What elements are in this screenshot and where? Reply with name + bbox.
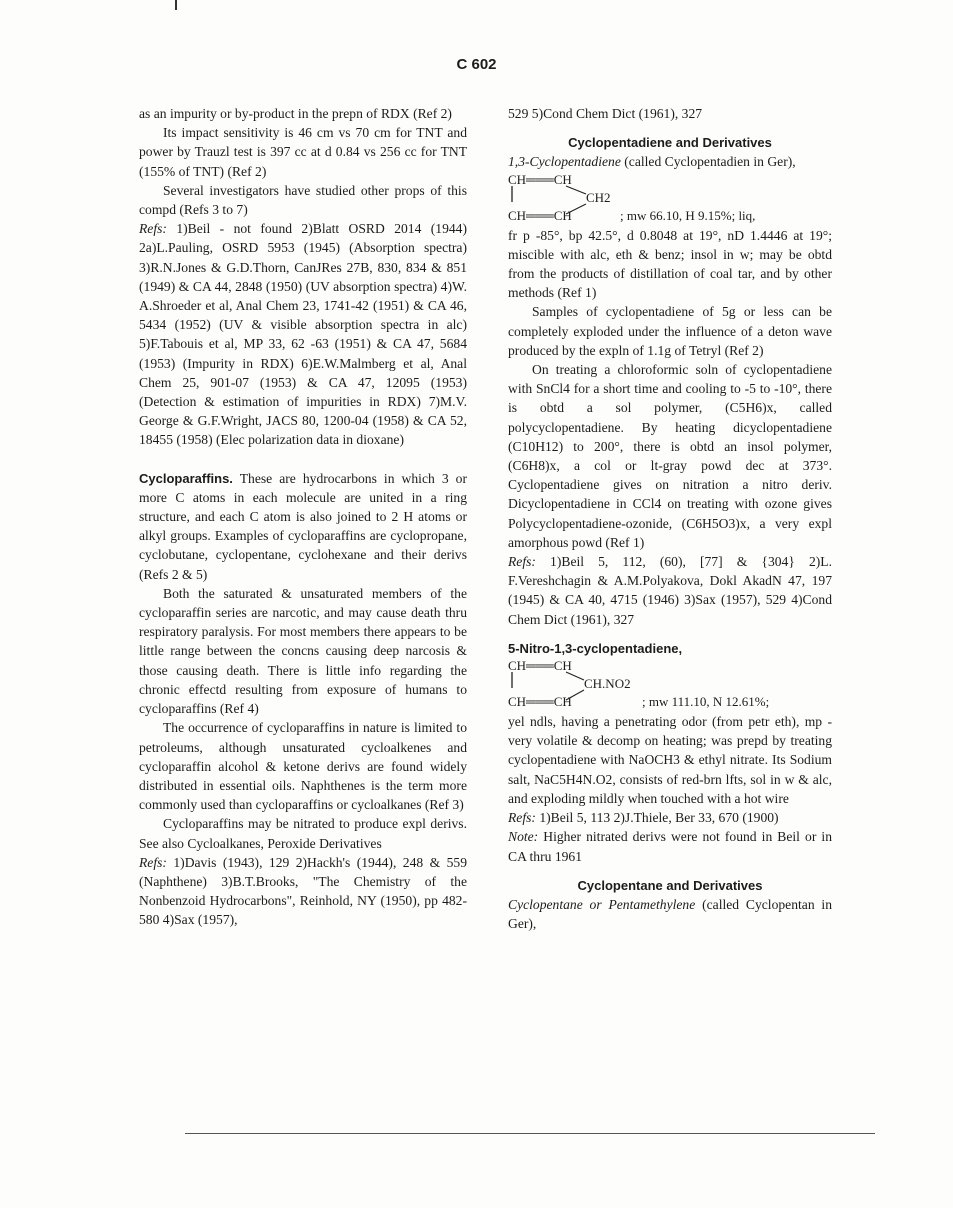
- paragraph-rdx-impurity: as an impurity or by-product in the prepn of RDX (Ref 2): [139, 106, 452, 121]
- cycloparaffins-heading: Cycloparaffins.: [139, 470, 233, 486]
- cycloparaffins-definition: These are hydrocarbons in which 3 or more C atoms in each molecule are united in a ring structure, and each C atom is also joined to 2 H atoms or alkyl groups. Examples of cycloparaffins are cyclopropane, cyclobutane, cyclopentane, cyclohexane and their derivs (Refs 2 & 5): [139, 470, 467, 582]
- references-block-1: [139, 219, 467, 449]
- cyclopentane-name-line: [508, 895, 832, 933]
- compound-called: (called Cyclopentadien in Ger),: [624, 154, 796, 170]
- paragraph-several-investigators: Several investigators have studied other props of this compd (Refs 3 to 7): [139, 182, 467, 218]
- refs-label: Refs:: [508, 554, 536, 570]
- left-column: [139, 104, 467, 930]
- refs-text: 1)Davis (1943), 129 2)Hackh's (1944), 248 & 559 (Naphthene) 3)B.T.Brooks, "The Chemistry of the Nonbenzoid Hydrocarbons", Reinhold, NY (1950), pp 482-580 4)Sax (1957),: [139, 854, 467, 928]
- heading-cyclopentane: Cyclopentane and Derivatives: [577, 877, 763, 893]
- references-block-2: [139, 853, 467, 930]
- refs-label: Refs:: [139, 854, 167, 870]
- paragraph-treating: On treating a chloroformic soln of cyclopentadiene with SnCl4 for a short time and cooling to -5 to -10°, there is obtd a sol polymer, (C5H6)x, called polycyclopentadiene. By heating dicyclopentadiene (C10H12) to 200°, there is obtd an insol polymer, (C6H8)x, a col or lt-gray powd dec at 373°. Cyclopentadiene gives on nitration a nitro deriv. Dicyclopentadiene in CCl4 on treating with ozone gives Polycyclopentadiene-ozonide, (C6H5O3)x, a very expl amorphous powd (Ref 1): [508, 362, 832, 550]
- paragraph-continued-ref: 529 5)Cond Chem Dict (1961), 327: [508, 106, 703, 121]
- page-number: C 602: [456, 56, 497, 73]
- refs-text: 1)Beil 5, 113 2)J.Thiele, Ber 33, 670 (1900): [539, 810, 779, 826]
- compound-name: Cyclopentane or Pentamethylene: [508, 896, 696, 912]
- refs-text: 1)Beil - not found 2)Blatt OSRD 2014 (1944) 2a)L.Pauling, OSRD 5953 (1945) (Absorption spectra) 3)R.N.Jones & G.D.Thorn, CanJRes 27B, 830, 834 & 851 (1949) & CA 44, 2848 (1950) (UV absorption spectra) 4)W. A.Shroeder et al, Anal Chem 23, 1741-42 (1951) & CA 46, 5434 (1952) (UV & visible absorption spectra in alc) 5)F.Tabouis et al, MP 33, 62 -63 (1951) & CA 47, 5684 (1953) (Impurity in RDX) 6)E.W.Malmberg et al, Anal Chem 25, 901-07 (1953) & CA 47, 12095 (1953) (Detection & estimation of impurities in RDX) 7)M.V. George & G.F.Wright, JACS 80, 1200-04 (1958) & CA 52, 18455 (1958) (Elec polarization data in dioxane): [139, 221, 468, 448]
- note-block: [508, 827, 832, 865]
- structure-cyclopentadiene: [508, 172, 832, 226]
- paragraph-occurrence: The occurrence of cycloparaffins in nature is limited to petroleums, although unsaturated cycloalkenes and cycloparaffin alcohol & ketone derivs are found widely distributed in essential oils. Naphthenes is the term more commonly used than cycloparaffins or cycloalkanes (Ref 3): [139, 720, 467, 813]
- compound-called: (called Cyclopentan in Ger),: [508, 896, 833, 932]
- refs-label: Refs:: [139, 221, 167, 237]
- ring-bottom: CH═══CH: [508, 694, 572, 710]
- paragraph-narcotic: Both the saturated & unsaturated members of the cycloparaffin series are narcotic, and may cause death thru respiratory paralysis. For most members there appears to be little range between the concns causing deep narcosis & those causing death. There is little info regarding the chronic effectd resulting from exposure of humans to cycloparaffins (Ref 4): [139, 585, 467, 717]
- ring-bottom: CH═══CH: [508, 207, 572, 223]
- right-column: [508, 104, 832, 933]
- ring-right: CH.NO2: [584, 676, 631, 692]
- structure-nitro-cyclopentadiene: [508, 658, 832, 712]
- ring-right: CH2: [586, 189, 611, 205]
- refs-label: Refs:: [508, 810, 536, 826]
- paragraph-cyclopentadiene-props: fr p -85°, bp 42.5°, d 0.8048 at 19°, nD 1.4446 at 19°; miscible with alc, eth & benz; insol in w; may be obtd from the products of distillation of coal tar, and by other methods (Ref 1): [508, 227, 832, 301]
- paragraph-impact-sensitivity: Its impact sensitivity is 46 cm vs 70 cm for TNT and power by Trauzl test is 397 cc at d 0.84 vs 256 cc for TNT (155% of TNT) (Ref 2): [139, 125, 467, 179]
- paragraph-samples: Samples of cyclopentadiene of 5g or less can be completely exploded under the influence of a deton wave produced by the expln of 1.1g of Tetryl (Ref 2): [508, 304, 832, 358]
- heading-nitro-cyclopentadiene: 5-Nitro-1,3-cyclopentadiene,: [508, 640, 683, 656]
- paragraph-nitro-props: yel ndls, having a penetrating odor (from petr eth), mp - very volatile & decomp on heating; was prepd by treating cyclopentadiene with NaOCH3 & ethyl nitrate. Its Sodium salt, NaC5H4N.O2, consists of red-brn lfts, sol in w & alc, and exploding mildly when touched with a hot wire: [508, 714, 832, 806]
- margin-mark: [175, 0, 177, 10]
- refs-text: 1)Beil 5, 112, (60), [77] & {304} 2)L. F.Vereshchagin & A.M.Polyakova, Dokl AkadN 47, 197 (1945) & CA 40, 4715 (1946) 3)Sax (1957), 529 4)Cond Chem Dict (1961), 327: [508, 554, 832, 627]
- footer-rule: [185, 1133, 875, 1134]
- cyclopentadiene-data: ; mw 66.10, H 9.15%; liq,: [620, 207, 756, 223]
- ring-top: CH═══CH: [508, 658, 572, 674]
- paragraph-nitrated: Cycloparaffins may be nitrated to produce expl derivs. See also Cycloalkanes, Peroxide Derivatives: [139, 816, 467, 851]
- references-block-3: [508, 552, 832, 629]
- references-block-4: [508, 808, 832, 827]
- note-label: Note:: [508, 829, 539, 845]
- ring-top: CH═══CH: [508, 171, 572, 187]
- nitro-data: ; mw 111.10, N 12.61%;: [642, 694, 770, 710]
- compound-name: 1,3-Cyclopentadiene: [508, 154, 621, 170]
- heading-cyclopentadiene: Cyclopentadiene and Derivatives: [568, 135, 772, 151]
- note-text: Higher nitrated derivs were not found in Beil or in CA thru 1961: [508, 829, 832, 864]
- cycloparaffins-entry: [139, 469, 467, 584]
